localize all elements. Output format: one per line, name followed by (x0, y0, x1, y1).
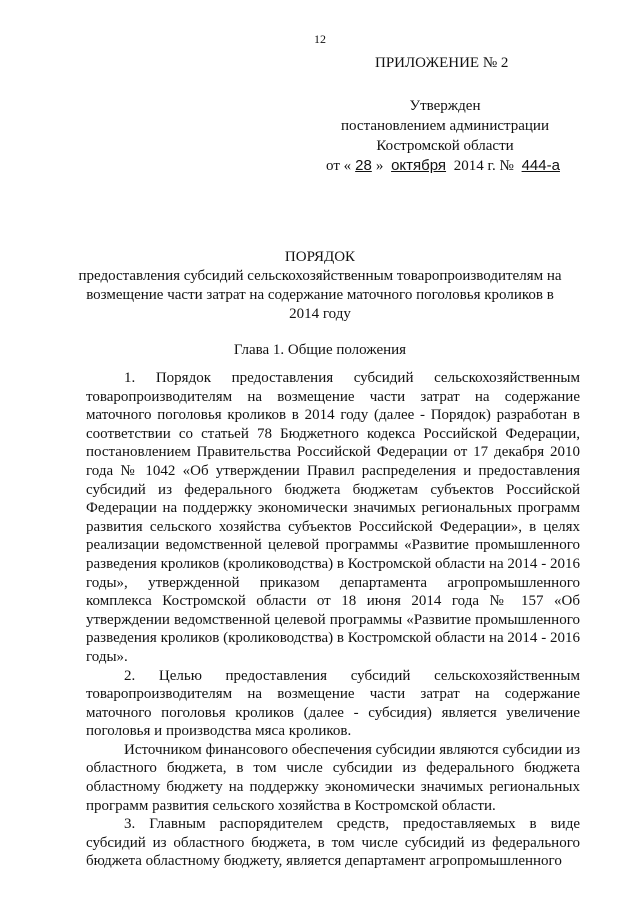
paragraph: 3. Главным распорядителем средств, предоставляемых в виде субсидий из областного бюджета, в том числе субсидий из федерального бюджета областному бюджету, является департамент агропромышленного (86, 816, 580, 870)
document-title (70, 248, 570, 324)
document-body (86, 369, 580, 871)
date-prefix: от « (326, 158, 352, 174)
paragraph: 2. Целью предоставления субсидий сельскохозяйственным товаропроизводителям на возмещение части затрат на содержание маточного поголовья кроликов (далее - субсидия) является увеличение поголовья и производства мяса кроликов. (86, 667, 580, 740)
approval-line-2: постановлением администрации (341, 118, 549, 134)
document-number: 444-а (521, 157, 560, 174)
approval-date-line (295, 156, 595, 176)
page-number: 12 (314, 32, 326, 46)
appendix-title: ПРИЛОЖЕНИЕ № 2 (375, 55, 509, 71)
approval-line-1: Утвержден (409, 98, 481, 114)
date-mid: » (375, 158, 384, 174)
approval-line-3: Костромской области (376, 138, 514, 154)
chapter-heading: Глава 1. Общие положения (233, 342, 407, 358)
date-year: 2014 г. № (453, 158, 514, 174)
title-heading: ПОРЯДОК (284, 249, 356, 265)
date-month: октября (391, 157, 447, 174)
paragraph: Источником финансового обеспечения субсидии являются субсидии из областного бюджета, в том числе субсидии из федерального бюджета областному бюджету на поддержку экономически значимых региональных программ развития сельского хозяйства в Костромской области. (86, 741, 580, 814)
paragraph: 1. Порядок предоставления субсидий сельскохозяйственным товаропроизводителям на возмещение части затрат на содержание маточного поголовья кроликов в 2014 году (далее - Порядок) разработан в соответствии со статьей 78 Бюджетного кодекса Российской Федерации, постановлением Правительства Российской Федерации от 17 декабря 2010 года № 1042 «Об утверждении Правил распределения и предоставления субсидий из федерального бюджета бюджетам субъектов Российской Федерации на поддержку экономически значимых региональных программ развития сельского хозяйства субъектов Российской Федерации», в целях реализации ведомственной целевой программы «Развитие промышленного разведения кроликов (кролиководства) в Костромской области на 2014 - 2016 годы», утвержденной приказом департамента агропромышленного комплекса Костромской области от 18 июня 2014 года № 157 «Об утверждении ведомственной целевой программы «Развитие промышленного разведения кроликов (кролиководства) в Костромской области на 2014 - 2016 годы». (86, 370, 580, 665)
approval-block (295, 96, 595, 176)
date-day: 28 (355, 157, 372, 174)
title-subtitle: предоставления субсидий сельскохозяйственным товаропроизводителям на возмещение части затрат на содержание маточного поголовья кроликов в 2014 году (78, 268, 562, 322)
